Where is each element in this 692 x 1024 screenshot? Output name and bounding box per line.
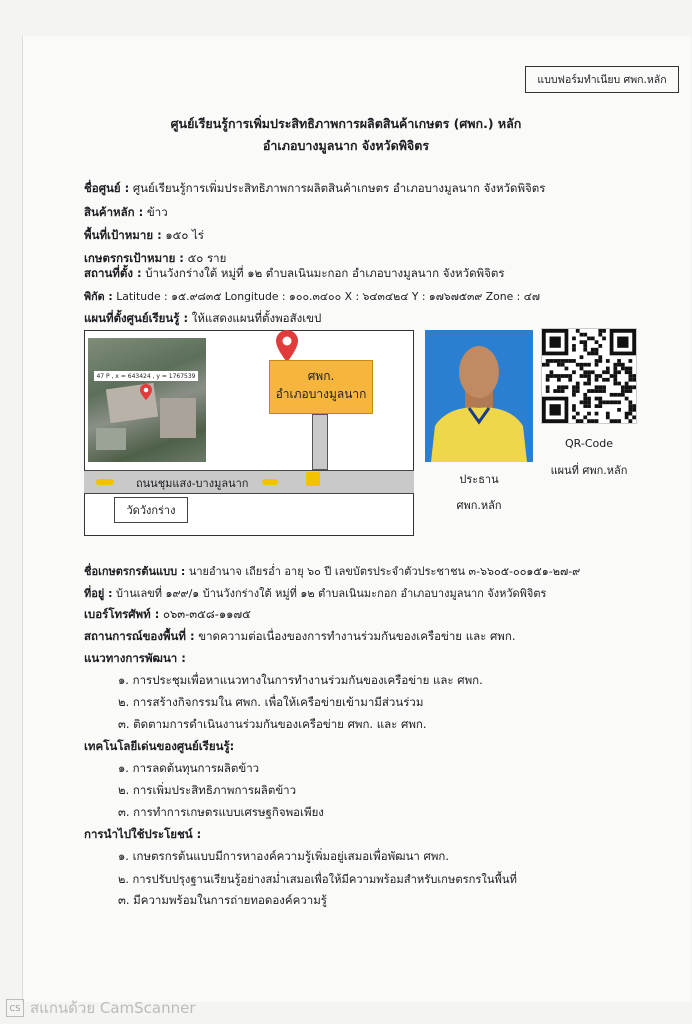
- leader-name-row: [84, 562, 580, 580]
- location-label: สถานที่ตั้ง :: [84, 266, 142, 280]
- center-name-row: [84, 180, 545, 198]
- technology-heading-text: เทคโนโลยีเด่นของศูนย์เรียนรู้:: [84, 739, 235, 753]
- sign-line-1: ศพก.: [307, 369, 335, 383]
- benefits-item-1: ๑. เกษตรกรต้นแบบมีการหาองค์ความรู้เพิ่มอยู่เสมอเพื่อพัฒนา ศพก.: [118, 849, 450, 863]
- center-name-label: ชื่อศูนย์ :: [84, 181, 130, 195]
- location-pin-icon: [276, 330, 298, 362]
- turn-arrow-icon: [306, 472, 320, 486]
- camscanner-watermark: [6, 996, 196, 1020]
- main-product-row: [84, 204, 168, 222]
- qr-caption-2: แผนที่ ศพก.หลัก: [550, 464, 628, 477]
- qr-caption-1: QR-Code: [565, 437, 613, 450]
- situation-label: สถานการณ์ของพื้นที่ :: [84, 629, 195, 643]
- development-heading: [84, 650, 186, 668]
- person-avatar-icon: [425, 330, 533, 462]
- title-line-1: ศูนย์เรียนรู้การเพิ่มประสิทธิภาพการผลิตสินค้าเกษตร (ศพก.) หลัก: [170, 116, 522, 131]
- road-label: ถนนชุมแสง-บางมูลนาก: [136, 477, 249, 490]
- access-lane: [312, 414, 328, 470]
- phone-value: ๐๖๓-๓๕๘-๑๑๗๕: [162, 607, 251, 621]
- sign-line-2: อำเภอบางมูลนาก: [275, 387, 367, 401]
- target-area-row: [84, 227, 204, 245]
- map-label-row: [84, 310, 321, 328]
- situation-value: ขาดความต่อเนื่องของการทำงานร่วมกันของเครือข่าย และ ศพก.: [198, 629, 516, 643]
- satellite-caption: 47 P , x = 643424 , y = 1767539: [94, 371, 198, 381]
- technology-item-3: ๓. การทำการเกษตรแบบเศรษฐกิจพอเพียง: [118, 805, 324, 819]
- development-item-2: ๒. การสร้างกิจกรรมใน ศพก. เพื่อให้เครือข่ายเข้ามามีส่วนร่วม: [118, 695, 424, 709]
- technology-item-1: ๑. การลดต้นทุนการผลิตข้าว: [118, 761, 260, 775]
- main-product-value: ข้าว: [146, 205, 168, 219]
- map-label: แผนที่ตั้งศูนย์เรียนรู้ :: [84, 311, 189, 325]
- phone-label: เบอร์โทรศัพท์ :: [84, 607, 160, 621]
- form-label-box: [525, 66, 679, 93]
- leader-name-value: นายอำนาจ เถียรอ่ำ อายุ ๖๐ ปี เลขบัตรประจำตัวประชาชน ๓-๖๖๐๕-๐๐๑๕๑-๒๗-๙: [188, 565, 581, 578]
- qr-code: [541, 328, 637, 424]
- target-area-label: พื้นที่เป้าหมาย :: [84, 228, 162, 242]
- location-value: บ้านวังกร่างใต้ หมู่ที่ ๑๒ ตำบลเนินมะกอก อำเภอบางมูลนาก จังหวัดพิจิตร: [145, 266, 505, 280]
- coordinates-label: พิกัด :: [84, 290, 113, 303]
- situation-row: [84, 628, 515, 646]
- development-item-3: ๓. ติดตามการดำเนินงานร่วมกันของเครือข่าย ศพก. และ ศพก.: [118, 717, 427, 731]
- address-row: [84, 584, 546, 602]
- address-label: ที่อยู่ :: [84, 587, 113, 600]
- satellite-image: [88, 338, 206, 462]
- road-arrow-middle: [262, 479, 278, 485]
- phone-row: [84, 606, 251, 624]
- development-item-1: ๑. การประชุมเพื่อหาแนวทางในการทำงานร่วมกันของเครือข่าย และ ศพก.: [118, 673, 483, 687]
- center-name-value: ศูนย์เรียนรู้การเพิ่มประสิทธิภาพการผลิตสินค้าเกษตร อำเภอบางมูลนาก จังหวัดพิจิตร: [132, 181, 546, 195]
- benefits-heading-text: การนำไปใช้ประโยชน์ :: [84, 827, 202, 841]
- main-product-label: สินค้าหลัก :: [84, 205, 144, 219]
- benefits-heading: [84, 826, 201, 844]
- coordinates-value: Latitude : ๑๕.๙๘๓๕ Longitude : ๑๐๐.๓๔๐๐ X : ๖๔๓๔๒๔ Y : ๑๗๖๗๕๓๙ Zone : ๔๗: [116, 290, 541, 303]
- qr-code-icon: [542, 329, 636, 423]
- address-value: บ้านเลขที่ ๑๙๙/๑ บ้านวังกร่างใต้ หมู่ที่ ๑๒ ตำบลเนินมะกอก อำเภอบางมูลนาก จังหวัดพิจิตร: [116, 587, 547, 600]
- technology-item-2: ๒. การเพิ่มประสิทธิภาพการผลิตข้าว: [118, 783, 297, 797]
- form-label: แบบฟอร์มทำเนียบ ศพก.หลัก: [537, 74, 667, 86]
- temple-landmark: [114, 497, 188, 523]
- center-signboard: [269, 360, 373, 414]
- development-heading-text: แนวทางการพัฒนา :: [84, 651, 186, 665]
- satellite-pin-icon: [140, 384, 152, 400]
- leader-name-label: ชื่อเกษตรกรต้นแบบ :: [84, 565, 186, 578]
- title-line-2: อำเภอบางมูลนาก จังหวัดพิจิตร: [262, 138, 430, 153]
- chairman-photo: [425, 330, 533, 462]
- temple-label: วัดวังกร่าง: [126, 504, 176, 517]
- coordinates-row: [84, 288, 540, 305]
- technology-heading: [84, 738, 234, 756]
- map-note: ให้แสดงแผนที่ตั้งพอสังเขป: [191, 311, 322, 325]
- target-area-value: ๑๕๐ ไร่: [165, 228, 204, 242]
- target-farmers-label: เกษตรกรเป้าหมาย :: [84, 251, 184, 265]
- photo-caption-1: ประธาน: [459, 473, 499, 486]
- benefits-item-2: ๒. การปรับปรุงฐานเรียนรู้อย่างสม่ำเสมอเพื่อให้มีความพร้อมสำหรับเกษตรกรในพื้นที่: [118, 873, 517, 886]
- main-road: [84, 470, 414, 494]
- road-arrow-left: [96, 479, 114, 485]
- camscanner-logo-icon: CS: [6, 999, 24, 1017]
- benefits-item-3: ๓. มีความพร้อมในการถ่ายทอดองค์ความรู้: [118, 893, 327, 907]
- photo-caption-2: ศพก.หลัก: [456, 499, 502, 512]
- camscanner-text: สแกนด้วย CamScanner: [30, 999, 196, 1017]
- location-row: [84, 265, 505, 283]
- target-farmers-value: ๕๐ ราย: [187, 251, 227, 265]
